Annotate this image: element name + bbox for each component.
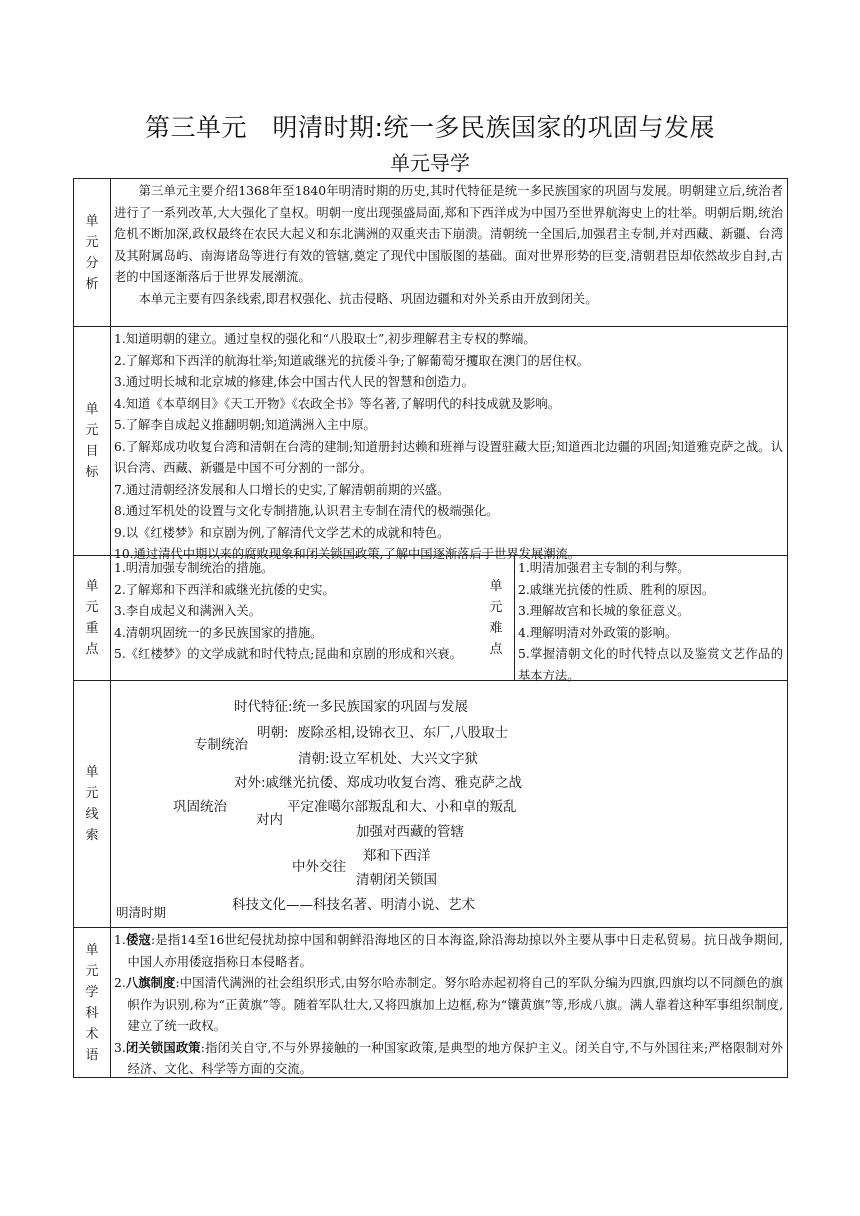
goal-item: 6.了解郑成功收复台湾和清朝在台湾的建制;知道册封达赖和班禅与设置驻藏大臣;知道西北边疆的巩固;知道雅克萨之战。认识台湾、西藏、新疆是中国不可分割的一部分。 [114, 439, 783, 475]
goal-item: 4.知道《本草纲目》《天工开物》《农政全书》等名著,了解明代的科技成就及影响。 [114, 396, 561, 411]
difficulties-content [518, 558, 783, 687]
analysis-content [114, 181, 783, 310]
difficulty-item: 1.明清加强君主专制的利与弊。 [518, 561, 690, 575]
clue-external: 对外:戚继光抗倭、郑成功收复台湾、雅克萨之战 [234, 775, 523, 791]
term-text: :中国清代满洲的社会组织形式,由努尔哈赤制定。努尔哈赤起初将自己的军队分编为四旗,四旗均以不同颜色的旗帜作为识别,称为“正黄旗”等。随着军队壮大,又将四旗加上边框,称为“镶黄旗”等,形成八旗。满人靠着这种军事组织制度,建立了统一政权。 [127, 976, 783, 1033]
term-name: 闭关锁国政策 [125, 1040, 201, 1055]
difficulties-label: 单元难点 [489, 579, 503, 657]
page-subtitle: 单元导学 [390, 151, 470, 175]
difficulty-item: 2.戚继光抗倭的性质、胜利的原因。 [518, 582, 715, 597]
difficulty-item: 3.理解故宫和长城的象征意义。 [518, 604, 690, 618]
goal-item: 10.通过清代中期以来的腐败现象和闭关锁国政策,了解中国逐渐落后于世界发展潮流。 [114, 547, 581, 561]
goal-item: 2.了解郑和下西洋的航海壮举;知道戚继光的抗倭斗争;了解葡萄牙攫取在澳门的居住权。 [114, 353, 590, 368]
clue-tech: 科技文化——科技名著、明清小说、艺术 [232, 897, 475, 913]
clue-internal-2: 加强对西藏的管辖 [356, 824, 464, 840]
terms-row [73, 927, 788, 1078]
clue-autocracy: 专制统治 [194, 737, 248, 753]
analysis-label: 单元分析 [85, 213, 99, 292]
goal-item: 8.通过军机处的设置与文化专制措施,认识君主专制在清代的极端强化。 [114, 504, 499, 518]
analysis-row [73, 178, 788, 327]
term-name: 八旗制度 [125, 976, 176, 990]
keypoint-item: 3.李自成起义和满洲入关。 [114, 604, 261, 618]
analysis-paragraph: 本单元主要有四条线索,即君权强化、抗击侵略、巩固边疆和对外关系由开放到闭关。 [138, 291, 598, 306]
keypoint-item: 4.清朝巩固统一的多民族国家的措施。 [114, 625, 323, 640]
clue-foreign-2: 清朝闭关锁国 [356, 872, 437, 888]
terms-content [114, 930, 783, 1081]
goal-item: 5.了解李自成起义推翻明朝;知道满洲入主中原。 [114, 418, 376, 432]
terms-label: 单元学科术语 [85, 942, 99, 1063]
clue-foreign-1: 郑和下西洋 [363, 848, 431, 864]
keypoints-row [73, 555, 788, 681]
goal-item: 7.通过清朝经济发展和人口增长的史实,了解清朝前期的兴盛。 [114, 482, 450, 497]
term-text: :是指14至16世纪侵扰劫掠中国和朝鲜沿海地区的日本海盗,除沿海劫掠以外主要从事中日走私贸易。抗日战争期间,中国人亦用倭寇指称日本侵略者。 [127, 933, 783, 969]
goals-label: 单元目标 [85, 402, 99, 480]
difficulty-item: 5.掌握清朝文化的时代特点以及鉴赏文艺作品的基本方法。 [518, 647, 783, 683]
goal-item: 3.通过明长城和北京城的修建,体会中国古代人民的智慧和创造力。 [114, 375, 474, 389]
analysis-paragraph: 第三单元主要介绍1368年至1840年明清时期的历史,其时代特征是统一多民族国家的巩固与发展。明朝建立后,统治者进行了一系列改革,大大强化了皇权。明朝一度出现强盛局面,郑和下西洋成为中国乃至世界航海史上的壮举。明朝后期,统治危机不断加深,政权最终在农民大起义和东北满洲的双重夹击下崩溃。清朝统一全国后,加强君主专制,并对西藏、新疆、台湾及其附属岛屿、南海诸岛等进行有效的管辖,奠定了现代中国版图的基础。面对世界形势的巨变,清朝君臣却依然故步自封,古老的中国逐渐落后于世界发展潮流。 [114, 184, 783, 284]
clue-internal: 对内 [256, 812, 283, 828]
clue-era: 时代特征:统一多民族国家的巩固与发展 [234, 699, 469, 715]
clue-consolidate: 巩固统治 [173, 799, 227, 815]
clue-qing: 清朝:设立军机处、大兴文字狱 [298, 751, 479, 767]
page-title: 第三单元 明清时期:统一多民族国家的巩固与发展 [145, 113, 715, 142]
clue-ming-label: 明朝: [257, 725, 289, 741]
goal-item: 9.以《红楼梦》和京剧为例,了解清代文学艺术的成就和特色。 [114, 525, 450, 540]
keypoint-item: 5.《红楼梦》的文学成就和时代特点;昆曲和京剧的形成和兴衰。 [114, 647, 462, 661]
keypoints-content [114, 558, 480, 666]
keypoint-item: 1.明清加强专制统治的措施。 [114, 561, 274, 575]
clue-period: 明清时期 [116, 905, 167, 920]
goals-row [73, 326, 788, 561]
term-item: 3.闭关锁国政策:指闭关自守,不与外界接触的一种国家政策,是典型的地方保护主义。闭关自守,不与外国往来;严格限制对外经济、文化、科学等方面的交流。 [114, 1040, 783, 1076]
term-text: :指闭关自守,不与外界接触的一种国家政策,是典型的地方保护主义。闭关自守,不与外国往来;严格限制对外经济、文化、科学等方面的交流。 [127, 1040, 783, 1076]
goals-content [114, 329, 783, 566]
term-name: 倭寇 [125, 933, 151, 947]
clues-row [73, 680, 788, 928]
clue-foreign: 中外交往 [292, 859, 346, 875]
term-item: 2.八旗制度:中国清代满洲的社会组织形式,由努尔哈赤制定。努尔哈赤起初将自己的军队分编为四旗,四旗均以不同颜色的旗帜作为识别,称为“正黄旗”等。随着军队壮大,又将四旗加上边框,称为“镶黄旗”等,形成八旗。满人靠着这种军事组织制度,建立了统一政权。 [114, 976, 783, 1033]
term-item: 1.倭寇:是指14至16世纪侵扰劫掠中国和朝鲜沿海地区的日本海盗,除沿海劫掠以外主要从事中日走私贸易。抗日战争期间,中国人亦用倭寇指称日本侵略者。 [114, 933, 783, 969]
keypoints-label: 单元重点 [85, 579, 99, 657]
difficulty-item: 4.理解明清对外政策的影响。 [518, 625, 678, 640]
clues-label: 单元线索 [85, 765, 99, 843]
clue-internal-1: 平定准噶尔部叛乱和大、小和卓的叛乱 [287, 799, 517, 815]
clue-ming-text: 废除丞相,设锦衣卫、东厂,八股取士 [297, 725, 509, 741]
goal-item: 1.知道明朝的建立。通过皇权的强化和“八股取士”,初步理解君主专权的弊端。 [114, 332, 536, 346]
keypoint-item: 2.了解郑和下西洋和戚继光抗倭的史实。 [114, 582, 335, 597]
